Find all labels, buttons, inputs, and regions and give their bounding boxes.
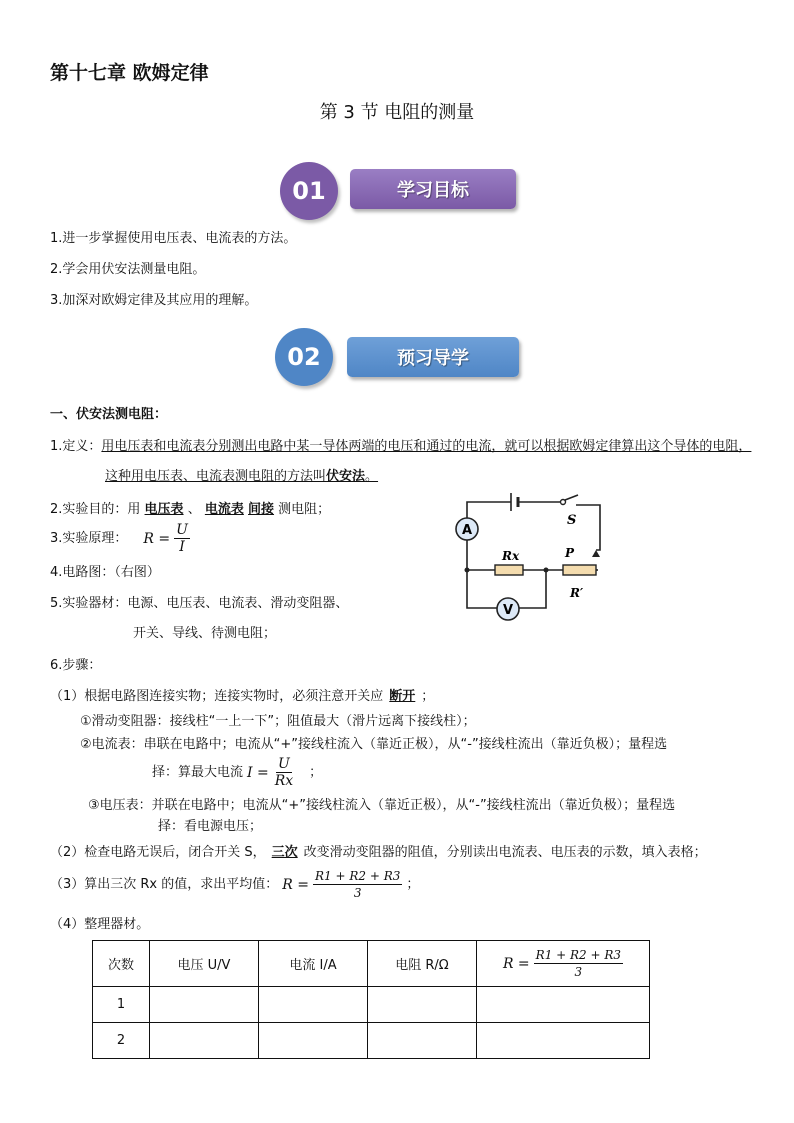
- principle-line: [50, 522, 190, 555]
- step-1-end: ；: [421, 689, 435, 704]
- table-formula-num: R1 + R2 + R3: [535, 948, 622, 962]
- step-3: [50, 868, 419, 901]
- slider-label: P: [565, 546, 575, 560]
- step-3-end: ；: [406, 876, 420, 892]
- table-cell[interactable]: [259, 987, 368, 1023]
- principle-fraction: [174, 522, 190, 555]
- avg-formula-fraction: [313, 868, 402, 901]
- data-table: [92, 940, 650, 1059]
- principle-numerator: U: [176, 522, 188, 538]
- table-cell[interactable]: [259, 1023, 368, 1059]
- current-formula-fraction: [273, 756, 295, 789]
- table-formula-fraction: [534, 947, 623, 980]
- switch-contact: [561, 500, 566, 505]
- goal-2: 2.学会用伏安法测量电阻。: [50, 262, 206, 277]
- preview-banner: [347, 337, 519, 377]
- avg-formula-den: 3: [353, 886, 362, 900]
- rheostat-label: R′: [570, 586, 584, 600]
- definition-line2: [105, 468, 378, 486]
- table-cell[interactable]: [150, 1023, 259, 1059]
- avg-formula-lhs: R =: [282, 876, 309, 893]
- header-voltage: 电压 U/V: [150, 941, 259, 987]
- table-cell[interactable]: [368, 1023, 477, 1059]
- rx-resistor: [495, 565, 523, 575]
- step-1-answer: 断开: [389, 689, 416, 704]
- current-formula-den: Rx: [274, 773, 294, 789]
- step-1c: ③电压表：并联在电路中；电流从“+”接线柱流入（靠近正极），从“-”接线柱流出（靠近负极）；量程选: [88, 798, 676, 813]
- steps-title: 6.步骤：: [50, 658, 102, 673]
- materials-line2: 开关、导线、待测电阻；: [133, 626, 277, 641]
- table-row: [93, 1023, 650, 1059]
- step-1: [50, 688, 434, 706]
- table-header-row: [93, 941, 650, 987]
- ammeter-label: A: [461, 523, 473, 538]
- header-resistance: 电阻 R/Ω: [368, 941, 477, 987]
- circuit-diagram: [450, 485, 610, 630]
- table-cell: 2: [93, 1023, 150, 1059]
- table-cell[interactable]: [477, 987, 650, 1023]
- step-2-end: 改变滑动变阻器的阻值，分别读出电流表、电压表的示数，填入表格；: [303, 845, 707, 860]
- table-formula-den: 3: [574, 965, 583, 979]
- table-row: [93, 987, 650, 1023]
- learning-goals-banner: [350, 169, 516, 209]
- step-1-text: （1）根据电路图连接实物；连接实物时，必须注意开关应: [50, 689, 384, 704]
- principle-prefix: 3.实验原理：: [50, 530, 128, 546]
- purpose-sep: 、: [187, 502, 201, 517]
- purpose-ammeter: 电流表: [204, 502, 244, 517]
- step-2-answer: 三次: [271, 845, 298, 860]
- definition-text-2: 这种用电压表、电流表测电阻的方法叫: [105, 469, 327, 484]
- section-title: 第 3 节 电阻的测量: [319, 102, 475, 123]
- step-1b-end: ；: [309, 764, 323, 780]
- step-1c-cont: 择：看电源电压；: [158, 819, 263, 834]
- chapter-title: 第十七章 欧姆定律: [50, 62, 209, 84]
- purpose-indirect: 间接: [248, 502, 275, 517]
- junction-right: [544, 568, 549, 573]
- table-formula-lhs: R =: [502, 955, 530, 972]
- circuit-diagram-note: 4.电路图：（右图）: [50, 565, 160, 580]
- header-current: 电流 I/A: [259, 941, 368, 987]
- table-cell: 1: [93, 987, 150, 1023]
- step-3-text: （3）算出三次 Rx 的值，求出平均值：: [50, 876, 279, 892]
- step-2: [50, 844, 707, 862]
- badge-number-02: 02: [275, 328, 333, 386]
- step-1b-cont: [152, 756, 322, 789]
- slider-arrow: [592, 550, 600, 557]
- avg-formula-num: R1 + R2 + R3: [315, 869, 401, 883]
- step-4: （4）整理器材。: [50, 917, 150, 932]
- definition-prefix: 1.定义：: [50, 439, 102, 454]
- table-cell[interactable]: [150, 987, 259, 1023]
- junction-left: [465, 568, 470, 573]
- step-1b-prefix: 择：算最大电流: [152, 764, 244, 780]
- purpose-line: [50, 501, 330, 519]
- preview-label: 预习导学: [397, 348, 469, 369]
- materials-line1: 5.实验器材：电源、电压表、电流表、滑动变阻器、: [50, 596, 349, 611]
- current-formula-lhs: I =: [247, 764, 269, 781]
- purpose-suffix: 测电阻；: [278, 502, 331, 517]
- switch-lever: [565, 495, 578, 500]
- heading-voltammetry: 一、伏安法测电阻：: [50, 407, 168, 422]
- voltammetry-term: 伏安法: [326, 469, 366, 484]
- definition-text: 用电压表和电流表分别测出电路中某一导体两端的电压和通过的电流，就可以根据欧姆定律算出这个导体的电阻，: [101, 439, 752, 454]
- principle-lhs: R =: [143, 530, 171, 547]
- step-1a: ①滑动变阻器：接线柱“一上一下”；阻值最大（滑片远离下接线柱）；: [80, 714, 476, 729]
- purpose-voltmeter: 电压表: [144, 502, 184, 517]
- step-1b: ②电流表：串联在电路中；电流从“+”接线柱流入（靠近正极），从“-”接线柱流出（靠近负极）；量程选: [80, 737, 668, 752]
- header-average-formula: [477, 941, 650, 987]
- step-2-text: （2）检查电路无误后，闭合开关 S，: [50, 845, 266, 860]
- table-cell[interactable]: [368, 987, 477, 1023]
- goal-3: 3.加深对欧姆定律及其应用的理解。: [50, 293, 258, 308]
- header-count: 次数: [93, 941, 150, 987]
- switch-label: S: [567, 513, 577, 528]
- current-formula-num: U: [278, 756, 290, 772]
- voltmeter-label: V: [502, 603, 514, 618]
- badge-number-01: 01: [280, 162, 338, 220]
- rx-label: Rx: [502, 549, 520, 563]
- definition-end: 。: [365, 469, 379, 484]
- table-cell[interactable]: [477, 1023, 650, 1059]
- definition-line1: [50, 438, 751, 456]
- principle-denominator: I: [179, 539, 185, 555]
- goal-1: 1.进一步掌握使用电压表、电流表的方法。: [50, 231, 297, 246]
- purpose-prefix: 2.实验目的：用: [50, 502, 141, 517]
- learning-goals-label: 学习目标: [397, 180, 469, 201]
- rheostat: [563, 565, 596, 575]
